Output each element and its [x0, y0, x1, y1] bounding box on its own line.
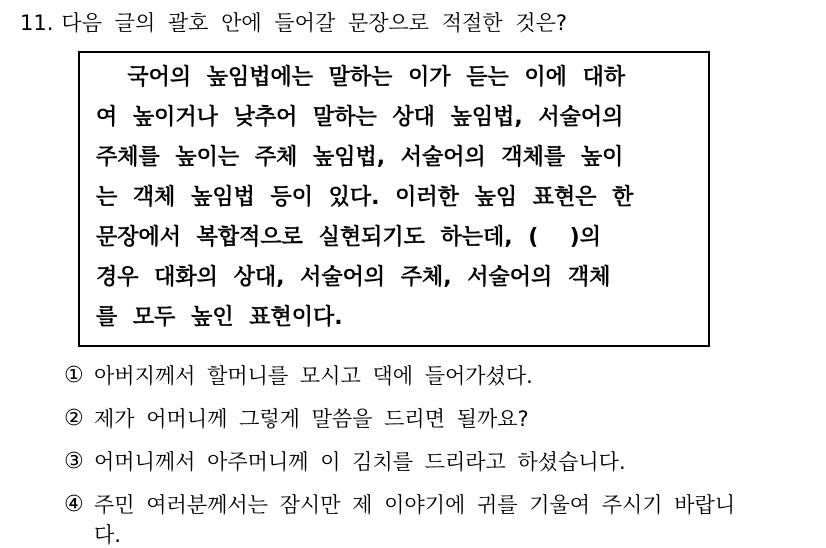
choices-list	[64, 361, 776, 548]
choice-1-text: 아버지께서 할머니를 모시고 댁에 들어가셨다.	[94, 364, 533, 388]
choice-4-text: 주민 여러분께서는 잠시만 제 이야기에 귀를 기울여 주시기 바랍니다.	[94, 493, 736, 547]
choice-option-3[interactable]	[64, 447, 776, 477]
choice-option-2[interactable]	[64, 404, 776, 434]
choice-2-text: 제가 어머니께 그렇게 말씀을 드리면 될까요?	[94, 407, 529, 431]
question-number: 11.	[20, 11, 54, 35]
passage-line: 문장에서 복합적으로 실현되기도 하는데, ( )의	[96, 225, 601, 250]
choice-3-marker: ③	[64, 449, 84, 474]
choice-4-marker: ④	[64, 492, 84, 517]
question-title-text: 다음 글의 괄호 안에 들어갈 문장으로 적절한 것은?	[61, 11, 567, 35]
choice-2-marker: ②	[64, 406, 84, 431]
passage-line: 국어의 높임법에는 말하는 이가 듣는 이에 대하	[96, 65, 626, 90]
passage-box	[78, 51, 710, 347]
passage-line: 를 모두 높인 표현이다.	[96, 305, 343, 330]
passage-line: 경우 대화의 상대, 서술어의 주체, 서술어의 객체	[96, 265, 611, 290]
choice-1-marker: ①	[64, 363, 84, 388]
question-title	[20, 10, 826, 36]
choice-3-text: 어머니께서 아주머니께 이 김치를 드리라고 하셨습니다.	[94, 450, 626, 474]
passage-line: 는 객체 높임법 등이 있다. 이러한 높임 표현은 한	[96, 185, 634, 210]
choice-option-4[interactable]	[64, 490, 776, 548]
passage-line: 주체를 높이는 주체 높임법, 서술어의 객체를 높이	[96, 145, 624, 170]
passage-line: 여 높이거나 낮추어 말하는 상대 높임법, 서술어의	[96, 105, 624, 130]
choice-option-1[interactable]	[64, 361, 776, 391]
